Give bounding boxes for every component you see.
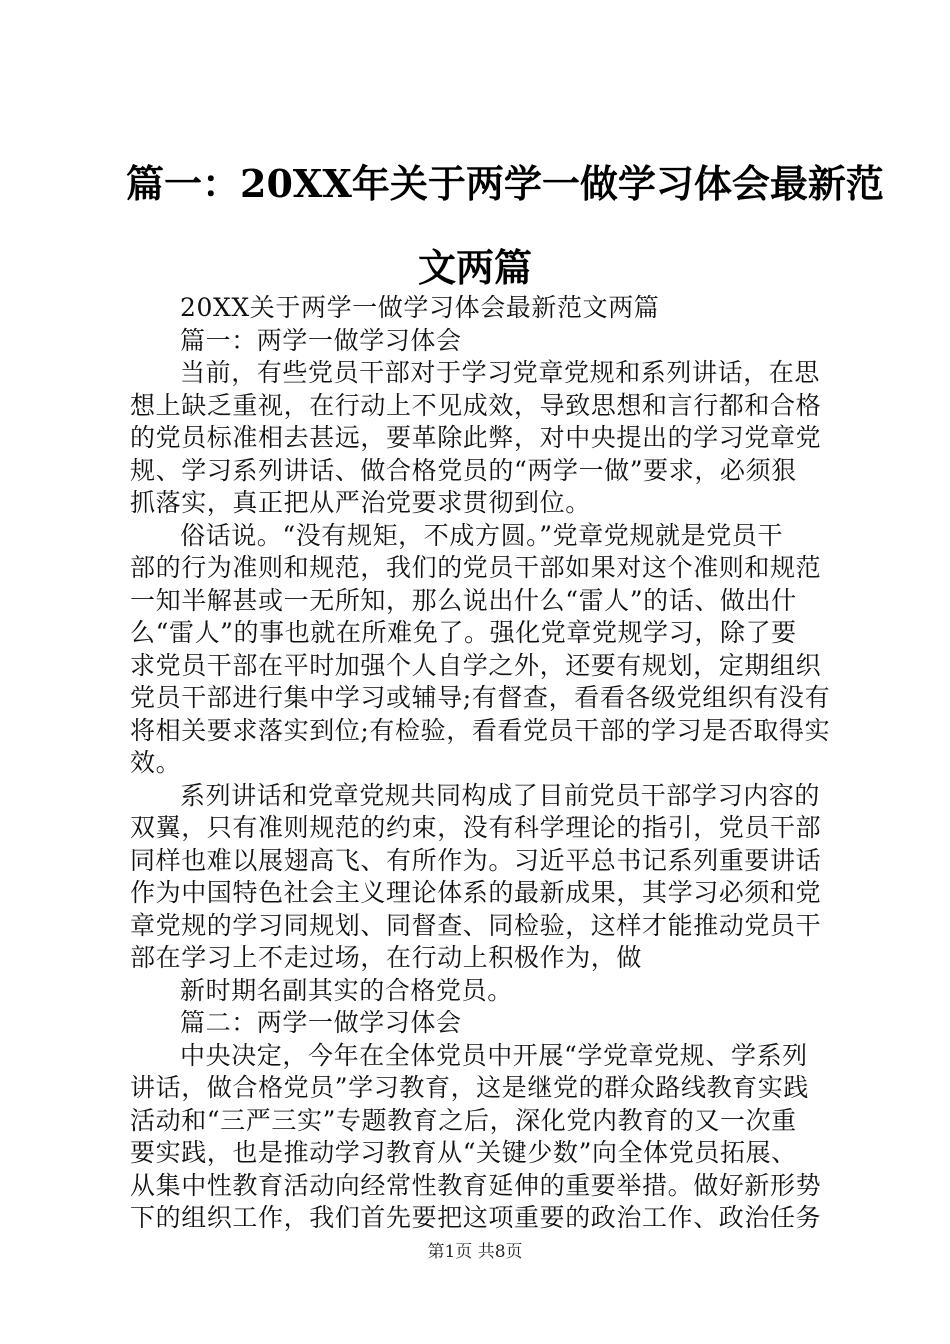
paragraph-line: 一知半解甚或一无所知，那么说出什么“雷人”的话、做出什: [130, 585, 797, 615]
page-number-footer: 第1页 共8页: [427, 1242, 523, 1262]
paragraph-line: 部的行为准则和规范，我们的党员干部如果对这个准则和规范: [130, 553, 822, 582]
paragraph-line: 俗话说。“没有规矩，不成方圆。”党章党规就是党员干: [180, 520, 784, 550]
paragraph-line: 的党员标准相去甚远，要革除此弊，对中央提出的学习党章党: [130, 423, 822, 452]
paragraph-line: 当前，有些党员干部对于学习党章党规和系列讲话，在思: [180, 358, 821, 387]
paragraph-line: 党员干部进行集中学习或辅导;有督查，看看各级党组织有没有: [130, 683, 831, 712]
subtitle-line: 20XX关于两学一做学习体会最新范文两篇: [180, 293, 660, 322]
paragraph-line: 双翼，只有准则规范的约束，没有科学理论的指引，党员干部: [130, 813, 822, 842]
paragraph-line: 新时期名副其实的合格党员。: [180, 975, 513, 1005]
section-heading: 篇二：两学一做学习体会: [180, 1008, 462, 1037]
paragraph-line: 么“雷人”的事也就在所难免了。强化党章党规学习，除了要: [130, 618, 797, 647]
paragraph-line: 部在学习上不走过场，在行动上积极作为，做: [130, 943, 643, 972]
paragraph-line: 求党员干部在平时加强个人自学之外，还要有规划，定期组织: [130, 650, 822, 680]
paragraph-line: 下的组织工作，我们首先要把这项重要的政治工作、政治任务: [130, 1203, 822, 1232]
section-heading: 篇一：两学一做学习体会: [180, 325, 462, 355]
paragraph-line: 想上缺乏重视，在行动上不见成效，导致思想和言行都和合格: [130, 390, 822, 420]
paragraph-line: 效。: [130, 748, 182, 777]
paragraph-line: 活动和“三严三实”专题教育之后，深化党内教育的又一次重: [130, 1105, 797, 1135]
document-title-line-2: 文两篇: [417, 245, 532, 290]
document-title-line-1: 篇一：20XX年关于两学一做学习体会最新范: [126, 161, 884, 206]
paragraph-line: 要实践，也是推动学习教育从“关键少数”向全体党员拓展、: [130, 1138, 797, 1167]
paragraph-line: 作为中国特色社会主义理论体系的最新成果，其学习必须和党: [130, 878, 822, 907]
document-body: [130, 292, 832, 1235]
paragraph-line: 抓落实，真正把从严治党要求贯彻到位。: [130, 488, 591, 517]
paragraph-line: 中央决定，今年在全体党员中开展“学党章党规、学系列: [180, 1040, 808, 1070]
paragraph-line: 系列讲话和党章党规共同构成了目前党员干部学习内容的: [180, 780, 821, 810]
paragraph-line: 讲话，做合格党员”学习教育，这是继党的群众路线教育实践: [130, 1073, 809, 1102]
paragraph-line: 同样也难以展翅高飞、有所作为。习近平总书记系列重要讲话: [130, 845, 822, 875]
paragraph-line: 将相关要求落实到位;有检验，看看党员干部的学习是否取得实: [130, 715, 831, 745]
paragraph-line: 从集中性教育活动向经常性教育延伸的重要举措。做好新形势: [130, 1170, 822, 1200]
paragraph-line: 章党规的学习同规划、同督查、同检验，这样才能推动党员干: [130, 910, 822, 940]
paragraph-line: 规、学习系列讲话、做合格党员的“两学一做”要求，必须狠: [130, 455, 797, 485]
